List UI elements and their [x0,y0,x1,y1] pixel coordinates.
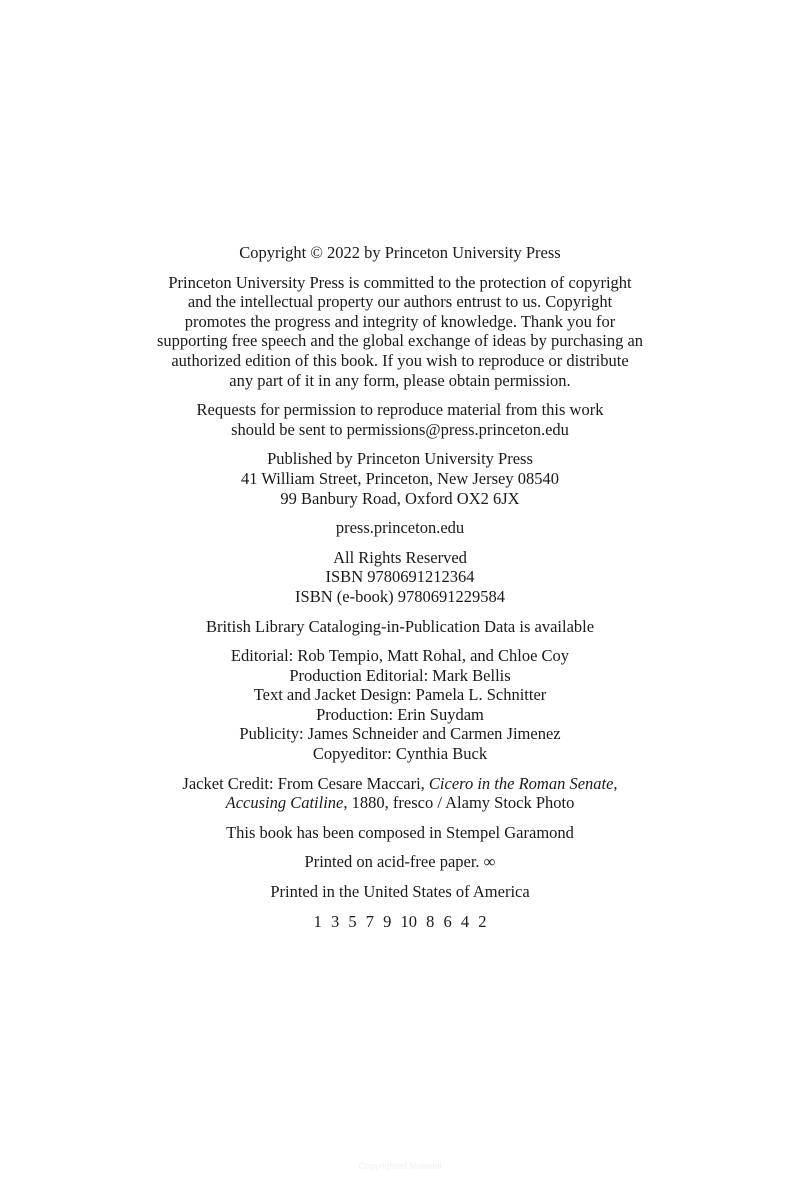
printing-numbers-line: 1 3 5 7 9 10 8 6 4 2 [313,911,487,931]
jacket-credit-block [0,774,800,813]
statement-line: and the intellectual property our authors entrust to us. Copyright [187,292,613,312]
credit-line: Production Editorial: Mark Bellis [289,665,511,685]
watermark: Copyrighted Material [358,1161,442,1171]
publisher-block [0,449,800,508]
jacket-credit-suffix: , 1880, fresco / Alamy Stock Photo [343,793,575,813]
publisher-line: Published by Princeton University Press [267,449,533,469]
isbn-line: ISBN 9780691212364 [325,567,475,587]
rights-line: All Rights Reserved [333,547,467,567]
typeface-line: This book has been composed in Stempel Garamond [226,822,574,842]
credit-line: Editorial: Rob Tempio, Matt Rohal, and Chloe Coy [230,646,570,666]
artwork-title-part1: Cicero in the Roman Senate, [428,773,618,793]
printed-in-block [0,882,800,902]
artwork-title-part2: Accusing Catiline [225,793,344,813]
statement-line: Princeton University Press is committed to the protection of copyright [168,272,632,292]
printed-in-line: Printed in the United States of America [270,882,530,902]
statement-line: promotes the progress and integrity of knowledge. Thank you for [184,311,616,331]
typeface-block [0,823,800,843]
credit-line: Text and Jacket Design: Pamela L. Schnitter [253,685,547,705]
jacket-credit-line-1 [0,774,800,794]
jacket-credit-line-2 [0,793,800,813]
statement-line: authorized edition of this book. If you wish to reproduce or distribute [171,350,629,370]
copyright-statement-block [0,273,800,391]
copyright-notice-block [0,243,800,263]
credits-block [0,646,800,764]
statement-line: any part of it in any form, please obtain permission. [229,370,571,390]
printing-numbers-block [0,912,800,932]
copyright-page [0,243,800,941]
copyright-line: Copyright © 2022 by Princeton University Press [239,243,561,262]
cataloging-line: British Library Cataloging-in-Publication Data is available [205,616,595,636]
jacket-credit-prefix: Jacket Credit: From Cesare Maccari, [182,773,429,793]
credit-line: Copyeditor: Cynthia Buck [312,744,488,764]
website-block [0,518,800,538]
paper-line: Printed on acid-free paper. ∞ [304,852,496,872]
isbn-ebook-line: ISBN (e-book) 9780691229584 [295,586,505,606]
permissions-line: should be sent to permissions@press.princeton.edu [231,419,569,439]
paper-block [0,852,800,872]
publisher-address-line: 41 William Street, Princeton, New Jersey 08540 [241,468,559,488]
statement-line: supporting free speech and the global exchange of ideas by purchasing an [156,331,644,351]
website-line: press.princeton.edu [335,518,465,538]
permissions-block [0,400,800,439]
cataloging-block [0,617,800,637]
rights-isbn-block [0,548,800,607]
publisher-address-line: 99 Banbury Road, Oxford OX2 6JX [280,488,520,508]
credit-line: Production: Erin Suydam [316,704,484,724]
credit-line: Publicity: James Schneider and Carmen Jimenez [239,724,561,744]
permissions-line: Requests for permission to reproduce material from this work [196,400,604,420]
